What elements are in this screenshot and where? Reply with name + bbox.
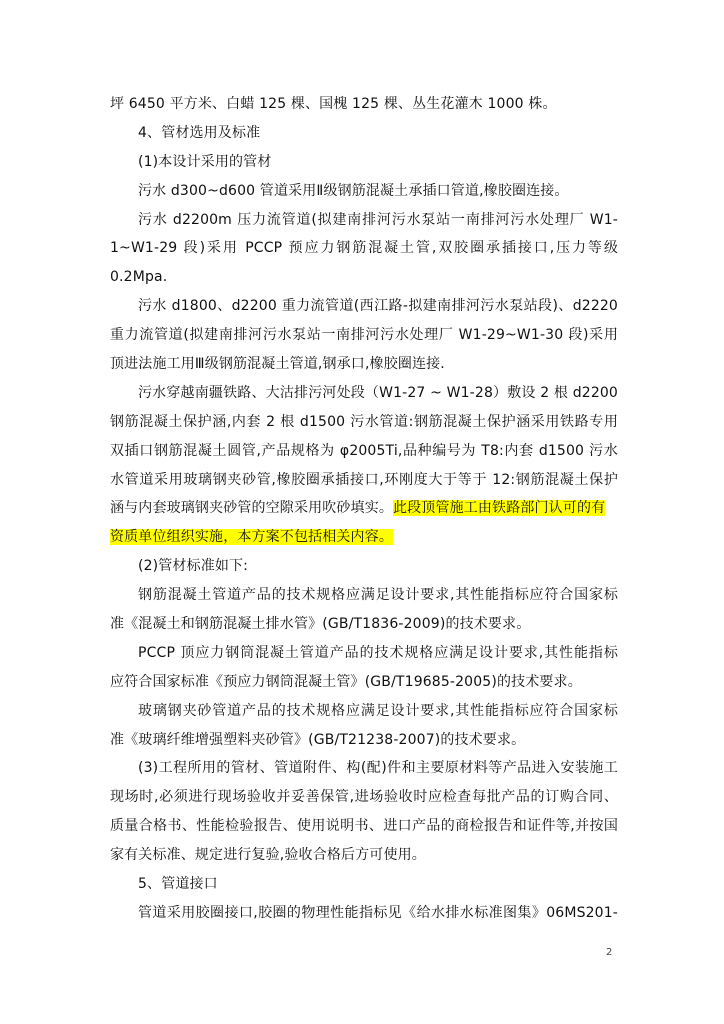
text-line: 玻璃钢夹砂管道产品的技术规格应满足设计要求,其性能指标应符合国家标 — [138, 702, 618, 719]
section-heading: 5、管道接口 — [138, 876, 218, 893]
text-line: (3)工程所用的管材、管道附件、构(配)件和主要原材料等产品进入安装施工 — [138, 760, 618, 777]
text-line — [110, 523, 618, 552]
text-line: 准《混凝土和钢筋混凝土排水管》(GB/T1836-2009)的技术要求。 — [110, 616, 531, 633]
text-line: 钢筋混凝土保护涵,内套 2 根 d1500 污水管道:钢筋混凝土保护涵采用铁路专用 — [110, 413, 618, 430]
highlighted-text: 此段顶管施工由铁路部门认可的有 — [393, 500, 606, 517]
text-line: 双插口钢筋混凝土圆管,产品规格为 φ2005Ti,品种编号为 T8:内套 d1500 污水 — [110, 442, 618, 459]
document-body — [110, 90, 618, 928]
highlighted-text: 资质单位组织实施，本方案不包括相关内容。 — [110, 529, 393, 546]
text-line: 污水 d300~d600 管道采用Ⅱ级钢筋混凝土承插口管道,橡胶圈连接。 — [138, 182, 569, 199]
text-line: 家有关标准、规定进行复验,验收合格后方可使用。 — [110, 847, 426, 864]
text-line: 涵与内套玻璃钢夹砂管的空隙采用吹砂填实。此段顶管施工由铁路部门认可的有 — [110, 500, 606, 517]
text-line: 污水 d2200m 压力流管道(拟建南排河污水泵站一南排河污水处理厂 W1- — [138, 211, 618, 228]
text-line: 坪 6450 平方米、白蜡 125 棵、国槐 125 棵、丛生花灌木 1000 株。 — [110, 96, 557, 112]
page-number: 2 — [606, 947, 613, 958]
text-line: 0.2Mpa. — [110, 269, 168, 286]
text-line: 钢筋混凝土管道产品的技术规格应满足设计要求,其性能指标应符合国家标 — [138, 587, 618, 604]
text-line: 1~W1-29 段)采用 PCCP 预应力钢筋混凝土管,双胶圈承插接口,压力等级 — [110, 240, 618, 257]
text-line: 应符合国家标准《预应力钢筒混凝土管》(GB/T19685-2005)的技术要求。 — [110, 673, 582, 690]
text-line: 现场时,必须进行现场验收并妥善保管,进场验收时应检查每批产品的订购合同、 — [110, 789, 618, 806]
section-heading: 4、管材选用及标准 — [138, 124, 261, 141]
text-line: 管道采用胶圈接口,胶圈的物理性能指标见《给水排水标准图集》06MS201- — [138, 904, 618, 921]
text-line: 污水 d1800、d2200 重力流管道(西江路-拟建南排河污水泵站段)、d2220 — [138, 298, 618, 315]
text-line: 重力流管道(拟建南排河污水泵站一南排河污水处理厂 W1-29~W1-30 段)采用 — [110, 327, 618, 344]
subsection-heading: (1)本设计采用的管材 — [138, 153, 272, 170]
text-line: 质量合格书、性能检验报告、使用说明书、进口产品的商检报告和证件等,并按国 — [110, 818, 618, 835]
text-line: 水管道采用玻璃钢夹砂管,橡胶圈承插接口,环刚度大于等于 12:钢筋混凝土保护 — [110, 471, 618, 488]
text-line: 准《玻璃纤维增强塑料夹砂管》(GB/T21238-2007)的技术要求。 — [110, 731, 526, 748]
text-line: 顶进法施工用Ⅲ级钢筋混凝土管道,钢承口,橡胶圈连接. — [110, 356, 445, 373]
text-line: 污水穿越南疆铁路、大沽排污河处段（W1-27 ~ W1-28）敷设 2 根 d2200 — [138, 384, 618, 401]
subsection-heading: (2)管材标准如下: — [138, 558, 249, 575]
text-line: PCCP 顶应力钢筒混凝土管道产品的技术规格应满足设计要求,其性能指标 — [138, 644, 618, 661]
